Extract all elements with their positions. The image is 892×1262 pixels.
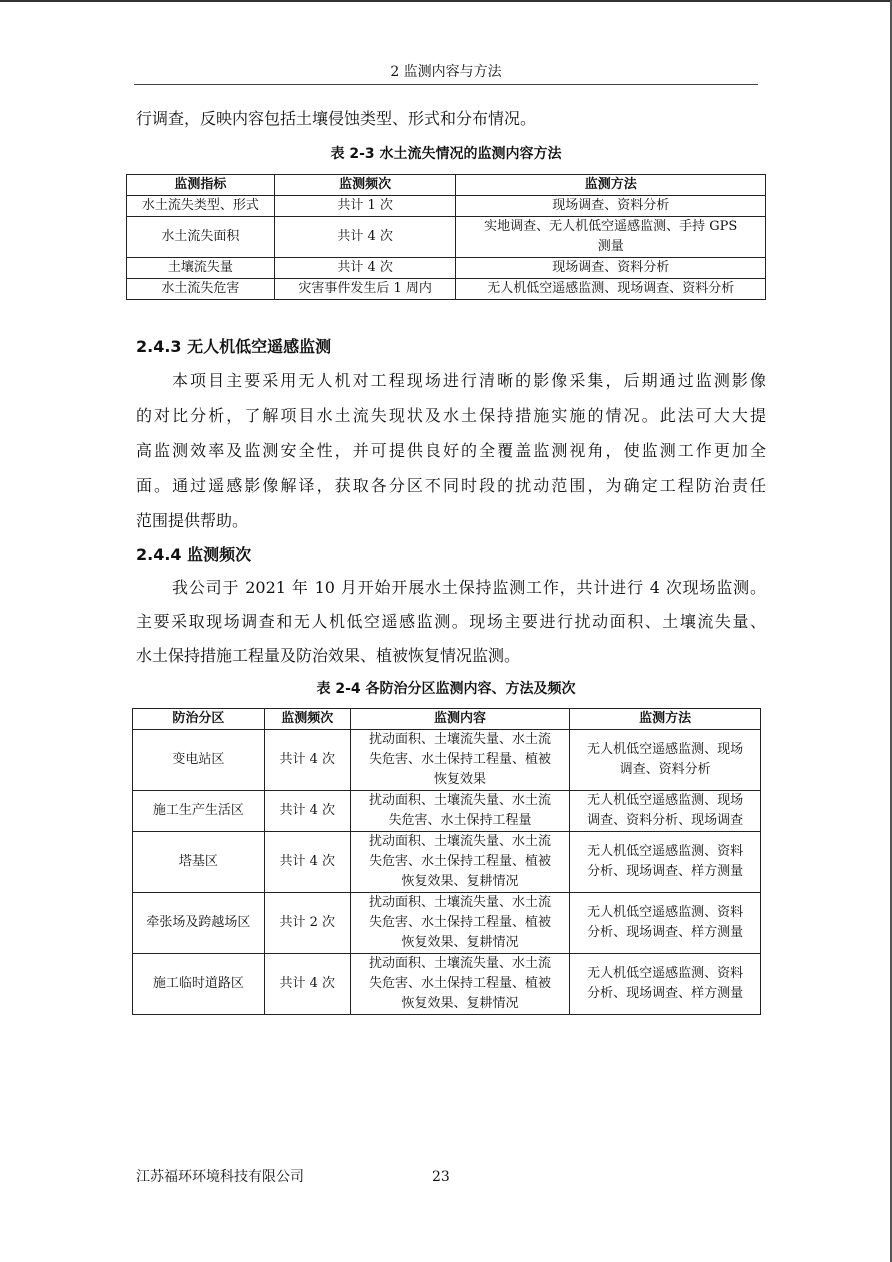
- cell-line: 恢复效果、复耕情况: [401, 874, 519, 889]
- cell-line: 失危害、水土保持工程量、植被: [368, 915, 551, 930]
- table-header-cell: 监测方法: [456, 175, 766, 196]
- table-row: [127, 196, 766, 217]
- cell-line: 扰动面积、土壤流失量、水土流: [368, 834, 551, 849]
- cell-line: 分析、现场调查、样方测量: [587, 986, 744, 1001]
- table-2-4: [132, 708, 761, 1015]
- table-cell: [570, 954, 761, 1015]
- paragraph-line: 我公司于 2021 年 10 月开始开展水土保持监测工作，共计进行 4 次现场监测。: [172, 578, 766, 597]
- table-cell: 现场调查、资料分析: [456, 196, 766, 217]
- table-row: [133, 791, 761, 832]
- table-row: [127, 258, 766, 279]
- table2-caption: 表 2-4 各防治分区监测内容、方法及频次: [316, 681, 576, 697]
- cell-line: 测量: [597, 239, 624, 254]
- table-2-3: [126, 174, 766, 300]
- table-cell: 变电站区: [133, 730, 265, 791]
- paragraph-line: 本项目主要采用无人机对工程现场进行清晰的影像采集，后期通过监测影像: [172, 371, 766, 390]
- table-cell: 共计 2 次: [264, 893, 350, 954]
- table-cell: 牵张场及跨越场区: [133, 893, 265, 954]
- table-cell: 施工生产生活区: [133, 791, 265, 832]
- cell-line: 无人机低空遥感监测、现场: [587, 793, 744, 808]
- cell-line: 调查、资料分析、现场调查: [587, 813, 744, 828]
- table-cell: 共计 1 次: [274, 196, 456, 217]
- table-cell: [570, 791, 761, 832]
- section-heading-2-4-3: 2.4.3 无人机低空遥感监测: [136, 337, 332, 356]
- table-cell: 现场调查、资料分析: [456, 258, 766, 279]
- table-cell: [350, 832, 570, 893]
- cell-line: 分析、现场调查、样方测量: [587, 864, 744, 879]
- table-cell: 共计 4 次: [274, 258, 456, 279]
- table-header-row: [133, 709, 761, 730]
- cell-line: 分析、现场调查、样方测量: [587, 925, 744, 940]
- paragraph-line: 的对比分析，了解项目水土流失现状及水土保持措施实施的情况。此法可大大提: [136, 406, 766, 425]
- table-row: [127, 217, 766, 258]
- section-heading-2-4-4: 2.4.4 监测频次: [136, 545, 252, 564]
- table-cell: [350, 954, 570, 1015]
- table-row: [133, 832, 761, 893]
- cell-line: 扰动面积、土壤流失量、水土流: [368, 732, 551, 747]
- cell-line: 失危害、水土保持工程量、植被: [368, 854, 551, 869]
- table-cell: 水土流失面积: [127, 217, 275, 258]
- top-border: [0, 0, 892, 2]
- table-cell: 共计 4 次: [264, 730, 350, 791]
- table-cell: [570, 832, 761, 893]
- cell-line: 实地调查、无人机低空遥感监测、手持 GPS: [484, 219, 738, 234]
- table-cell: 土壤流失量: [127, 258, 275, 279]
- cell-line: 恢复效果、复耕情况: [401, 996, 519, 1011]
- table-cell: 共计 4 次: [264, 791, 350, 832]
- table-cell: 施工临时道路区: [133, 954, 265, 1015]
- table-header-cell: 监测指标: [127, 175, 275, 196]
- cell-line: 扰动面积、土壤流失量、水土流: [368, 793, 551, 808]
- cell-line: 恢复效果、复耕情况: [401, 935, 519, 950]
- footer-company: 江苏福环环境科技有限公司: [136, 1169, 304, 1185]
- running-header: 2 监测内容与方法: [390, 64, 502, 80]
- intro-line: 行调查，反映内容包括土壤侵蚀类型、形式和分布情况。: [136, 109, 537, 128]
- table-cell: 无人机低空遥感监测、现场调查、资料分析: [456, 279, 766, 300]
- table-cell: 共计 4 次: [264, 954, 350, 1015]
- paragraph-line: 高监测效率及监测安全性，并可提供良好的全覆盖监测视角，使监测工作更加全: [136, 441, 766, 460]
- table-cell: 灾害事件发生后 1 周内: [274, 279, 456, 300]
- paragraph-line: 范围提供帮助。: [136, 511, 249, 530]
- table-header-cell: 监测内容: [350, 709, 570, 730]
- table-row: [127, 279, 766, 300]
- cell-line: 无人机低空遥感监测、资料: [587, 844, 744, 859]
- table-header-cell: 监测频次: [264, 709, 350, 730]
- table-header-row: [127, 175, 766, 196]
- table-row: [133, 893, 761, 954]
- table-header-cell: 防治分区: [133, 709, 265, 730]
- table-cell: 共计 4 次: [274, 217, 456, 258]
- cell-line: 恢复效果: [433, 772, 486, 787]
- paragraph-line: 主要采取现场调查和无人机低空遥感监测。现场主要进行扰动面积、土壤流失量、: [136, 612, 766, 631]
- cell-line: 调查、资料分析: [619, 762, 711, 777]
- table1-caption: 表 2-3 水土流失情况的监测内容方法: [330, 146, 562, 162]
- table-row: [133, 730, 761, 791]
- paragraph-line: 面。通过遥感影像解译，获取各分区不同时段的扰动范围，为确定工程防治责任: [136, 476, 766, 495]
- table-row: [133, 954, 761, 1015]
- cell-line: 无人机低空遥感监测、现场: [587, 742, 744, 757]
- table-cell: [570, 730, 761, 791]
- cell-line: 失危害、水土保持工程量: [388, 813, 532, 828]
- table-cell: 水土流失危害: [127, 279, 275, 300]
- table-cell: [350, 791, 570, 832]
- table-cell: [350, 730, 570, 791]
- header-rule: [134, 84, 758, 85]
- cell-line: 无人机低空遥感监测、资料: [587, 905, 744, 920]
- paragraph-line: 水土保持措施工程量及防治效果、植被恢复情况监测。: [136, 646, 521, 665]
- cell-line: 失危害、水土保持工程量、植被: [368, 976, 551, 991]
- page-number: 23: [432, 1169, 450, 1185]
- table-cell: 共计 4 次: [264, 832, 350, 893]
- table-cell: [570, 893, 761, 954]
- table-header-cell: 监测方法: [570, 709, 761, 730]
- table-cell: 塔基区: [133, 832, 265, 893]
- table-cell: [456, 217, 766, 258]
- table-header-cell: 监测频次: [274, 175, 456, 196]
- table-cell: [350, 893, 570, 954]
- table-cell: 水土流失类型、形式: [127, 196, 275, 217]
- cell-line: 扰动面积、土壤流失量、水土流: [368, 956, 551, 971]
- cell-line: 无人机低空遥感监测、资料: [587, 966, 744, 981]
- cell-line: 失危害、水土保持工程量、植被: [368, 752, 551, 767]
- cell-line: 扰动面积、土壤流失量、水土流: [368, 895, 551, 910]
